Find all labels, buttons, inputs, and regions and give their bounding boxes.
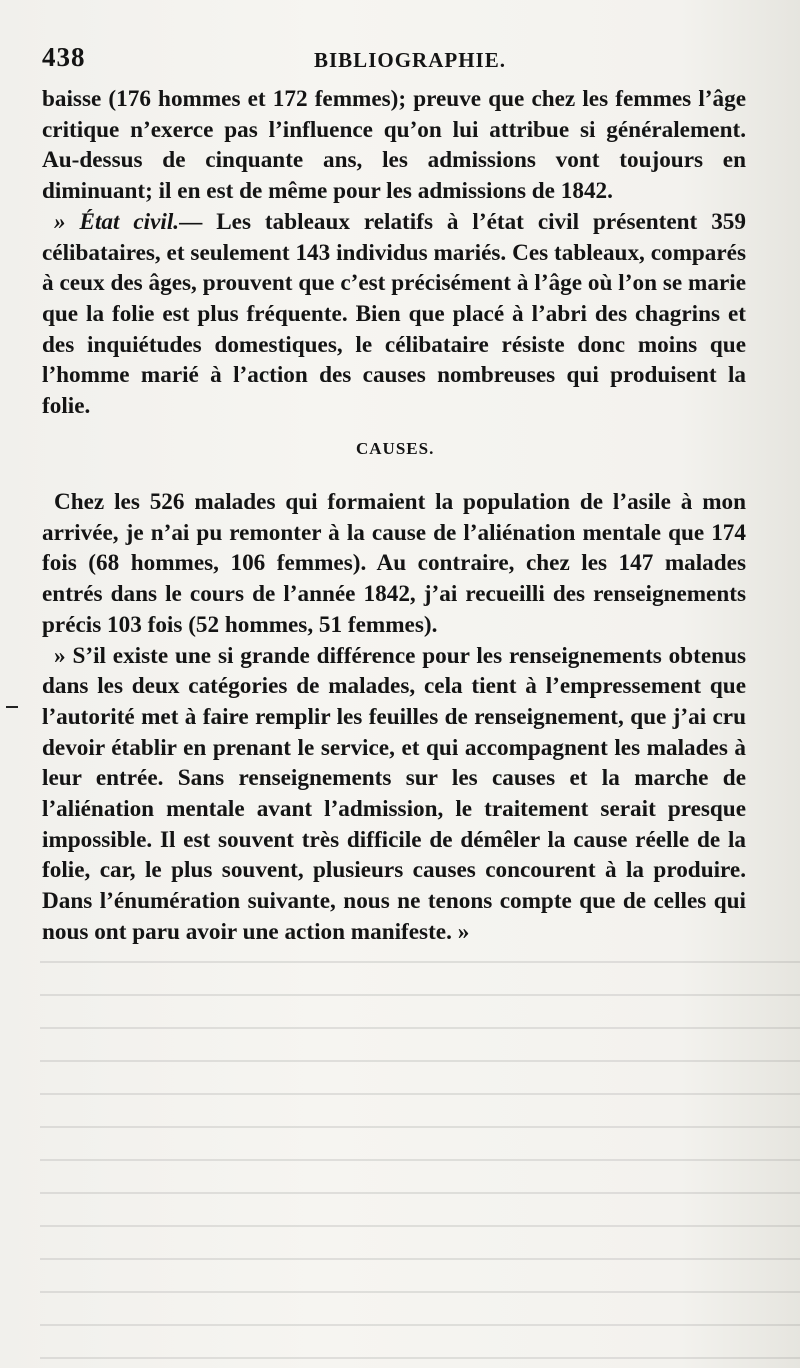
section-heading-causes: CAUSES. [356, 439, 435, 458]
running-title: BIBLIOGRAPHIE. [314, 48, 506, 72]
text-block-top [42, 84, 746, 422]
paragraph-age-admissions: baisse (176 hommes et 172 femmes); preuve que chez les femmes l’âge critique n’exerce pas l’influence qu’on lui attribue si généralement. Au-dessus de cinquante ans, les admissions vont toujours en diminuant; il en est de même pour les admissions de 1842. [42, 86, 746, 205]
paragraph-etat-civil [42, 207, 746, 422]
text-block-bottom [42, 487, 746, 948]
page-header [42, 42, 742, 82]
page-number: 438 [42, 42, 86, 72]
bleed-through-text [40, 930, 800, 1359]
etat-civil-label: » État civil. [54, 208, 180, 235]
paragraph-renseignements: » S’il existe une si grande différence pour les renseignements obtenus dans les deux catégories de malades, cela tient à l’empressement que l’autorité met à faire remplir les feuilles de renseignement, que j’ai cru devoir établir en prenant le service, et qui accompagnent les malades à leur entrée. Sans renseignements sur les causes et la marche de l’aliénation mentale avant l’admission, le traitement serait presque impossible. Il est souvent très difficile de démêler la cause réelle de la folie, car, le plus souvent, plusieurs causes concourent à la produire. Dans l’énumération suivante, nous ne tenons compte que de celles qui nous ont paru avoir une action manifeste. » [42, 642, 746, 945]
etat-civil-text: — Les tableaux relatifs à l’état civil présentent 359 célibataires, et seulement 143 individus mariés. Ces tableaux, comparés à ceux des âges, prouvent que c’est précisément à l’âge où l’on se marie que la folie est plus fréquente. Bien que placé à l’abri des chagrins et des inquiétudes domestiques, le célibataire résiste donc moins que l’homme marié à l’action des causes nombreuses qui produisent la folie. [42, 208, 746, 420]
paragraph-causes-intro: Chez les 526 malades qui formaient la population de l’asile à mon arrivée, je n’ai pu remonter à la cause de l’aliénation mentale que 174 fois (68 hommes, 106 femmes). Au contraire, chez les 147 malades entrés dans le cours de l’année 1842, j’ai recueilli des renseignements précis 103 fois (52 hommes, 51 femmes). [42, 489, 746, 638]
margin-dash-mark [6, 706, 18, 708]
